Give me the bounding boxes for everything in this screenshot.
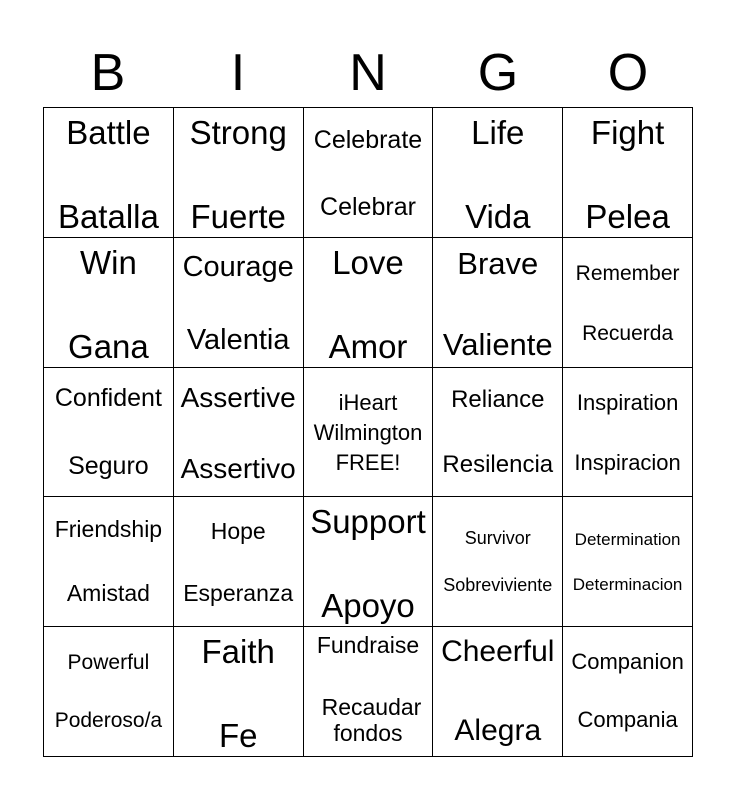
cell-english-word: Fight xyxy=(590,114,665,151)
cell-spanish-word: Batalla xyxy=(57,198,159,235)
cell-english-word: Friendship xyxy=(54,516,163,543)
cell-spanish-word: Celebrar xyxy=(320,193,416,221)
cell-english-word: Battle xyxy=(66,114,151,151)
bingo-cell[interactable] xyxy=(563,108,693,238)
cell-english-word: Assertive xyxy=(180,381,296,413)
cell-spanish-word: Vida xyxy=(465,198,531,235)
bingo-cell[interactable] xyxy=(563,497,693,627)
cell-english-word: Cheerful xyxy=(441,635,555,669)
bingo-cell[interactable] xyxy=(304,238,434,368)
cell-english-word: Companion xyxy=(571,649,684,675)
cell-english-word: Hope xyxy=(210,518,266,545)
cell-english-word: Courage xyxy=(182,250,294,283)
bingo-cell[interactable] xyxy=(44,627,174,757)
cell-english-word: Survivor xyxy=(464,528,531,549)
cell-spanish-word: Apoyo xyxy=(321,587,415,625)
cell-spanish-word: Fe xyxy=(218,717,258,755)
bingo-header xyxy=(43,42,693,104)
cell-spanish-word: Seguro xyxy=(68,451,149,480)
cell-spanish-word: Esperanza xyxy=(183,580,294,607)
cell-spanish-word: Resilencia xyxy=(442,450,554,478)
cell-spanish-word: Compania xyxy=(577,707,678,733)
bingo-cell[interactable] xyxy=(433,497,563,627)
bingo-cell[interactable] xyxy=(44,368,174,498)
bingo-cell[interactable] xyxy=(433,368,563,498)
bingo-cell[interactable] xyxy=(174,497,304,627)
cell-english-word: Remember xyxy=(575,261,680,285)
cell-spanish-word: Sobreviviente xyxy=(443,575,553,596)
cell-spanish-word: Amistad xyxy=(66,580,150,607)
bingo-cell[interactable] xyxy=(563,368,693,498)
cell-english-word: Fundraise xyxy=(316,632,420,659)
cell-english-word: Support xyxy=(310,503,426,541)
bingo-cell[interactable] xyxy=(174,368,304,498)
header-letter-i: I xyxy=(230,44,246,102)
cell-spanish-word: Assertivo xyxy=(180,452,296,484)
cell-spanish-word: Inspiracion xyxy=(574,449,681,475)
bingo-cell[interactable] xyxy=(44,497,174,627)
cell-english-word: Determination xyxy=(574,530,681,550)
free-space-line: iHeart xyxy=(338,389,398,415)
bingo-cell[interactable] xyxy=(304,497,434,627)
bingo-cell[interactable] xyxy=(174,627,304,757)
cell-spanish-word: Determinacion xyxy=(572,575,683,595)
bingo-cell[interactable] xyxy=(174,108,304,238)
free-space-line: Wilmington xyxy=(313,419,423,445)
cell-spanish-word: Valiente xyxy=(442,326,553,362)
cell-english-word: Powerful xyxy=(67,651,150,675)
cell-english-word: Brave xyxy=(457,245,539,281)
free-space-cell[interactable] xyxy=(304,368,434,498)
cell-english-word: Love xyxy=(332,243,404,281)
header-letter-g: G xyxy=(477,44,519,102)
bingo-cell[interactable] xyxy=(174,238,304,368)
cell-spanish-word: Fuerte xyxy=(190,198,286,235)
bingo-cell[interactable] xyxy=(304,108,434,238)
header-letter-b: B xyxy=(90,44,126,102)
cell-spanish-word: Gana xyxy=(68,327,149,365)
bingo-cell[interactable] xyxy=(433,627,563,757)
header-letter-n: N xyxy=(349,44,387,102)
cell-spanish-word: Valentia xyxy=(186,323,290,356)
bingo-cell[interactable] xyxy=(563,238,693,368)
cell-english-word: Strong xyxy=(189,114,287,151)
free-space-label: FREE! xyxy=(335,449,401,475)
cell-spanish-word: Recuerda xyxy=(582,321,674,345)
cell-english-word: Inspiration xyxy=(576,389,679,415)
cell-spanish-word: Amor xyxy=(328,327,408,365)
bingo-cell[interactable] xyxy=(44,238,174,368)
bingo-card xyxy=(43,107,693,757)
header-letter-o: O xyxy=(607,44,649,102)
bingo-cell[interactable] xyxy=(44,108,174,238)
cell-english-word: Confident xyxy=(54,383,162,412)
cell-spanish-word: Recaudar fondos xyxy=(321,694,422,746)
cell-spanish-word: Poderoso/a xyxy=(54,709,163,733)
cell-english-word: Win xyxy=(79,243,137,281)
cell-english-word: Life xyxy=(471,114,525,151)
cell-spanish-word: Alegra xyxy=(454,714,542,748)
cell-english-word: Faith xyxy=(201,633,275,671)
bingo-cell[interactable] xyxy=(433,238,563,368)
bingo-cell[interactable] xyxy=(304,627,434,757)
bingo-cell[interactable] xyxy=(563,627,693,757)
cell-english-word: Reliance xyxy=(451,385,545,413)
cell-english-word: Celebrate xyxy=(313,126,423,154)
bingo-cell[interactable] xyxy=(433,108,563,238)
cell-spanish-word: Pelea xyxy=(585,198,670,235)
